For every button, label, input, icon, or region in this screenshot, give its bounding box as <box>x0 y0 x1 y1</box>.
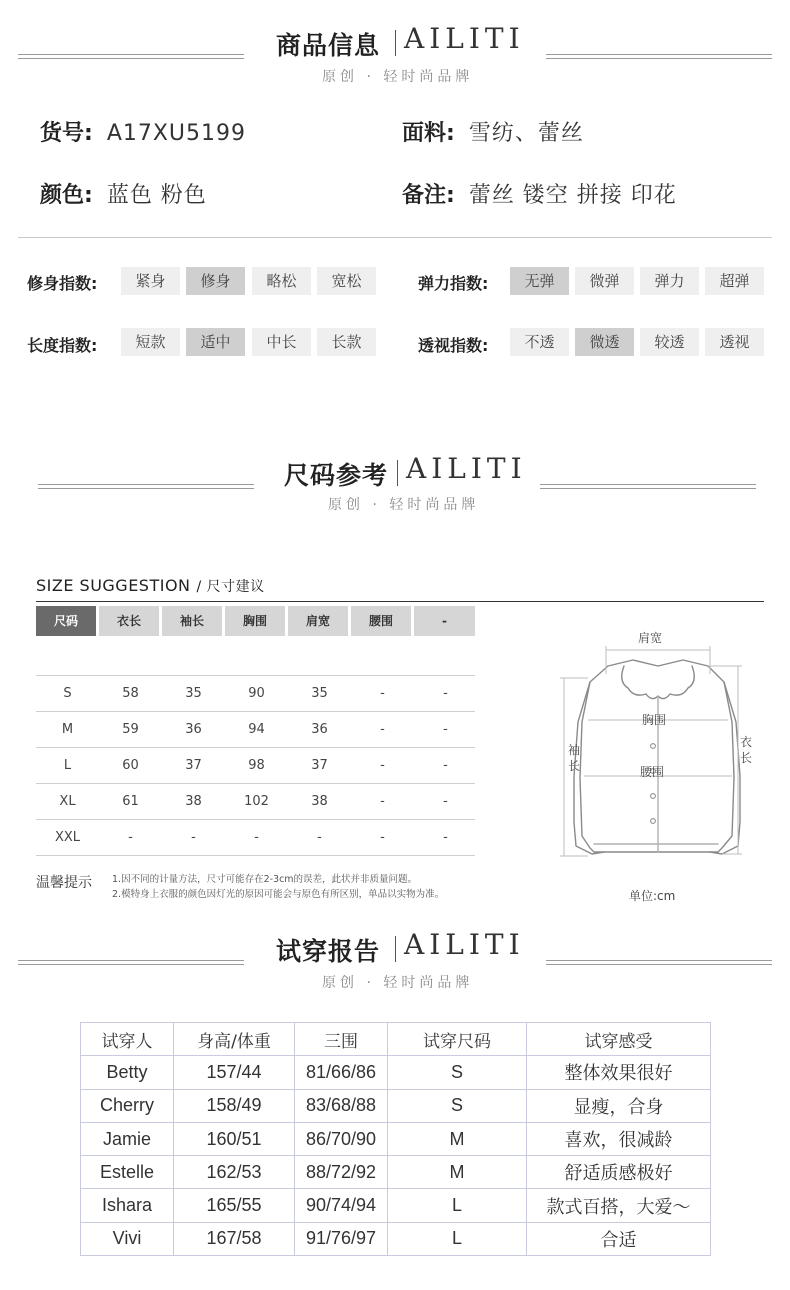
size-cell: - <box>191 830 196 845</box>
elastic-index-label: 弹力指数: <box>418 274 489 293</box>
try-cell: 喜欢，很减龄 <box>527 1122 711 1155</box>
try-cell: 试穿感受 <box>527 1023 711 1056</box>
size-cell: 35 <box>185 686 202 701</box>
try-cell: M <box>388 1122 527 1155</box>
size-cell: - <box>443 758 448 773</box>
size-col-header: 衣长 <box>99 606 159 636</box>
try-cell: 身高/体重 <box>174 1023 295 1056</box>
try-cell: Estelle <box>81 1156 174 1189</box>
size-row <box>36 712 475 748</box>
try-cell: S <box>388 1056 527 1089</box>
size-cell: 59 <box>122 722 139 737</box>
shoulder-label: 肩宽 <box>638 631 663 645</box>
try-report-header <box>0 928 790 998</box>
try-cell: 90/74/94 <box>295 1189 388 1222</box>
try-header-row <box>81 1023 711 1056</box>
size-row <box>36 820 475 856</box>
try-cell: 试穿尺码 <box>388 1023 527 1056</box>
try-on-table-body <box>81 1023 711 1256</box>
try-row <box>81 1189 711 1222</box>
size-cell: 58 <box>122 686 139 701</box>
size-cell: - <box>443 686 448 701</box>
try-row <box>81 1222 711 1255</box>
header-rule-right <box>546 54 772 59</box>
try-cell: 试穿人 <box>81 1023 174 1056</box>
title-separator <box>395 936 396 962</box>
try-cell: 167/58 <box>174 1222 295 1255</box>
size-title-rule <box>36 601 764 602</box>
size-cell: 61 <box>122 794 139 809</box>
size-cell: M <box>61 722 74 737</box>
color-row <box>40 178 207 209</box>
color-value: 蓝色 粉色 <box>106 183 207 208</box>
try-cell: Betty <box>81 1056 174 1089</box>
try-cell: Jamie <box>81 1122 174 1155</box>
size-cell: 37 <box>185 758 202 773</box>
sku-label: 货号: <box>40 121 93 146</box>
try-cell: 86/70/90 <box>295 1122 388 1155</box>
shirt-right-sleeve <box>710 682 740 854</box>
shirt-collar <box>622 666 695 699</box>
length-option: 长款 <box>317 328 376 356</box>
try-cell: Ishara <box>81 1189 174 1222</box>
try-cell: 舒适质感极好 <box>527 1156 711 1189</box>
try-on-table <box>80 1022 711 1256</box>
try-row <box>81 1122 711 1155</box>
waist-label: 腰围 <box>640 765 665 779</box>
length-option: 中长 <box>252 328 311 356</box>
try-cell: L <box>388 1222 527 1255</box>
size-cell: 98 <box>248 758 265 773</box>
try-row <box>81 1089 711 1122</box>
brand-tagline: 原创 · 轻时尚品牌 <box>328 497 480 513</box>
color-label: 颜色: <box>40 183 93 208</box>
try-cell: 162/53 <box>174 1156 295 1189</box>
try-cell: 款式百搭，大爱～ <box>527 1189 711 1222</box>
size-row-top-line <box>36 640 475 676</box>
length-label: 衣 <box>740 735 753 749</box>
tip-label: 温馨提示 <box>36 875 92 891</box>
try-row <box>81 1056 711 1089</box>
header-rule-left <box>18 54 244 59</box>
size-row <box>36 784 475 820</box>
size-cell: 60 <box>122 758 139 773</box>
fit-option: 略松 <box>252 267 311 295</box>
size-cell: - <box>380 758 385 773</box>
header-rule-right <box>540 484 756 489</box>
note-row <box>402 178 677 209</box>
info-divider <box>18 237 772 238</box>
brand-name: AILITI <box>404 22 525 55</box>
sku-value: A17XU5199 <box>106 121 247 146</box>
size-cell: - <box>128 830 133 845</box>
size-cell: XL <box>59 794 76 809</box>
length-index-label: 长度指数: <box>27 336 98 355</box>
size-col-header: 腰围 <box>351 606 411 636</box>
sheer-option: 透视 <box>705 328 764 356</box>
size-cell: L <box>63 758 72 773</box>
size-col-header: 尺码 <box>36 606 96 636</box>
brand-tagline: 原创 · 轻时尚品牌 <box>322 69 474 85</box>
size-cell: - <box>380 686 385 701</box>
size-row <box>36 676 475 712</box>
size-col-header: - <box>414 606 475 636</box>
try-cell: 显瘦，合身 <box>527 1089 711 1122</box>
size-cell: 37 <box>311 758 328 773</box>
shirt-button <box>651 794 656 799</box>
tip-line: 2.模特身上衣服的颜色因灯光的原因可能会与原色有所区别，单品以实物为准。 <box>112 889 445 900</box>
try-cell: 157/44 <box>174 1056 295 1089</box>
section-title: 商品信息 <box>276 31 381 60</box>
size-cell: - <box>443 830 448 845</box>
size-cell: 36 <box>185 722 202 737</box>
size-cell: XXL <box>54 830 81 845</box>
shirt-measure-diagram <box>548 626 768 876</box>
section-title: 试穿报告 <box>276 937 381 966</box>
try-cell: Cherry <box>81 1089 174 1122</box>
size-cell: 38 <box>311 794 328 809</box>
sku-row <box>40 116 246 147</box>
elastic-option: 微弹 <box>575 267 634 295</box>
elastic-option: 弹力 <box>640 267 699 295</box>
length-option: 短款 <box>121 328 180 356</box>
brand-tagline: 原创 · 轻时尚品牌 <box>322 975 474 991</box>
try-cell: 81/66/86 <box>295 1056 388 1089</box>
sheer-index-label: 透视指数: <box>418 336 489 355</box>
unit-label: 单位:cm <box>629 889 676 903</box>
fabric-label: 面料: <box>402 121 455 146</box>
size-cell: 102 <box>244 794 269 809</box>
try-cell: 83/68/88 <box>295 1089 388 1122</box>
fit-option: 修身 <box>186 267 245 295</box>
size-row <box>36 748 475 784</box>
size-cell: S <box>63 686 72 701</box>
size-cell: - <box>443 722 448 737</box>
size-cell: 38 <box>185 794 202 809</box>
size-cell: - <box>380 830 385 845</box>
try-cell: 160/51 <box>174 1122 295 1155</box>
sheer-option: 较透 <box>640 328 699 356</box>
try-cell: L <box>388 1189 527 1222</box>
fit-index-label: 修身指数: <box>27 274 98 293</box>
note-label: 备注: <box>402 183 455 208</box>
fit-option: 宽松 <box>317 267 376 295</box>
brand-name: AILITI <box>406 452 527 485</box>
sleeve-label: 长 <box>568 759 581 773</box>
section-title: 尺码参考 <box>284 461 389 490</box>
fabric-value: 雪纺、蕾丝 <box>468 121 584 146</box>
size-cell: 35 <box>311 686 328 701</box>
header-rule-left <box>18 960 244 965</box>
size-cell: 94 <box>248 722 265 737</box>
size-cell: - <box>317 830 322 845</box>
shirt-outline <box>580 660 734 852</box>
try-cell: Vivi <box>81 1222 174 1255</box>
brand-name: AILITI <box>404 928 525 961</box>
fit-option: 紧身 <box>121 267 180 295</box>
tip-line: 1.因不同的计量方法，尺寸可能存在2-3cm的误差，此状并非质量问题。 <box>112 874 418 885</box>
elastic-option: 超弹 <box>705 267 764 295</box>
size-cell: 36 <box>311 722 328 737</box>
product-info-header <box>0 20 790 90</box>
size-ref-header <box>0 452 790 522</box>
try-cell: 合适 <box>527 1222 711 1255</box>
fabric-row <box>402 116 584 147</box>
try-cell: 158/49 <box>174 1089 295 1122</box>
size-cell: 90 <box>248 686 265 701</box>
try-cell: S <box>388 1089 527 1122</box>
elastic-option: 无弹 <box>510 267 569 295</box>
sheer-option: 不透 <box>510 328 569 356</box>
try-cell: 165/55 <box>174 1189 295 1222</box>
size-cell: - <box>254 830 259 845</box>
chest-label: 胸围 <box>642 713 667 727</box>
shirt-button <box>651 744 656 749</box>
size-col-header: 袖长 <box>162 606 222 636</box>
header-rule-right <box>546 960 772 965</box>
length-option: 适中 <box>186 328 245 356</box>
sleeve-label: 袖 <box>568 743 581 757</box>
size-cell: - <box>380 722 385 737</box>
size-cell: - <box>380 794 385 809</box>
try-cell: 三围 <box>295 1023 388 1056</box>
try-cell: M <box>388 1156 527 1189</box>
try-cell: 整体效果很好 <box>527 1056 711 1089</box>
sheer-option: 微透 <box>575 328 634 356</box>
size-suggestion-title <box>36 576 265 596</box>
try-row <box>81 1156 711 1189</box>
try-cell: 88/72/92 <box>295 1156 388 1189</box>
title-separator <box>397 460 398 486</box>
length-label: 长 <box>740 751 753 765</box>
try-cell: 91/76/97 <box>295 1222 388 1255</box>
size-title-en: SIZE SUGGESTION <box>36 576 191 595</box>
size-cell: - <box>443 794 448 809</box>
note-value: 蕾丝 镂空 拼接 印花 <box>468 183 677 208</box>
header-rule-left <box>38 484 254 489</box>
size-title-cn: / 尺寸建议 <box>196 579 265 595</box>
size-col-header: 肩宽 <box>288 606 348 636</box>
shirt-button <box>651 819 656 824</box>
size-col-header: 胸围 <box>225 606 285 636</box>
title-separator <box>395 30 396 56</box>
